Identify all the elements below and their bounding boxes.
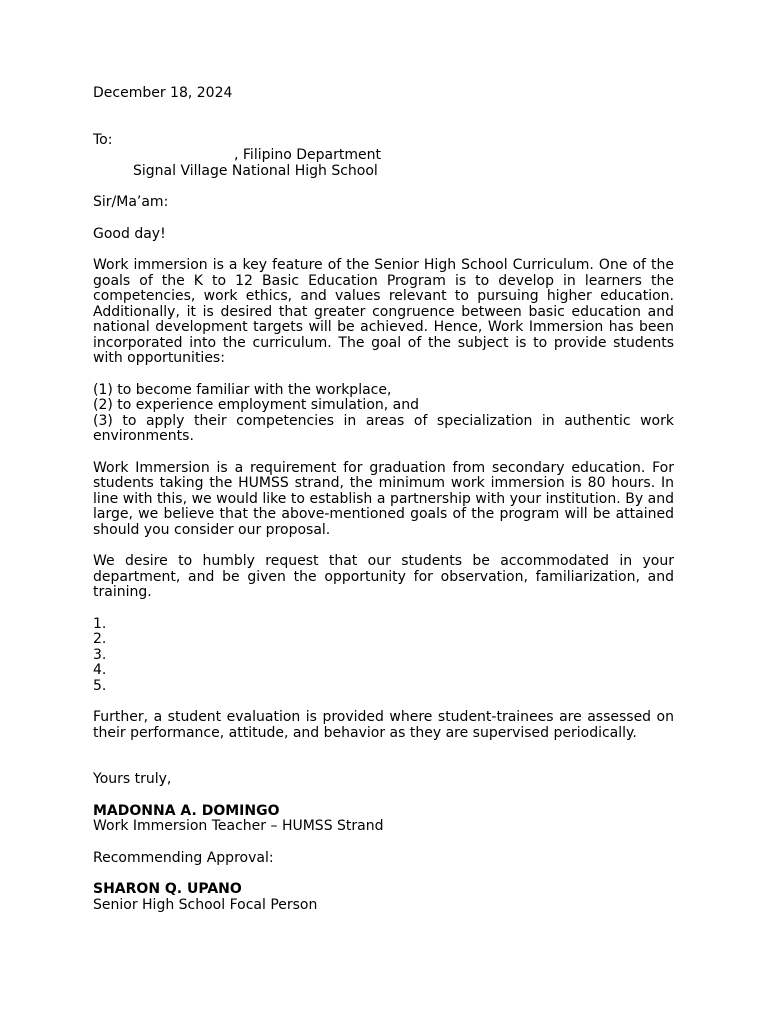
paragraph-evaluation: Further, a student evaluation is provided where student-trainees are assessed on their performance, attitude, and behavior as they are supervised periodically.: [93, 709, 674, 741]
student-list-item: 3.: [93, 646, 107, 663]
goal-item: (3) to apply their competencies in areas of specialization in authentic work environments.: [93, 412, 674, 444]
sender-name: MADONNA A. DOMINGO: [93, 802, 280, 819]
approver-name: SHARON Q. UPANO: [93, 881, 242, 897]
paragraph-work-immersion-intro: Work immersion is a key feature of the Senior High School Curriculum. One of the goals of the K to 12 Basic Education Program is to develop in learners the competencies, work ethics, and values relevant to pursuing higher education. Additionally, it is desired that greater congruence between basic education and national development targets will be achieved. Hence, Work Immersion has been incorporated into the curriculum. The goal of the subject is to provide students with opportunities:: [93, 257, 674, 366]
letter-date: December 18, 2024: [93, 85, 233, 101]
student-list-item: 4.: [93, 662, 107, 678]
recipient-school: Signal Village National High School: [133, 162, 378, 179]
approver-title: Senior High School Focal Person: [93, 896, 318, 913]
student-list-item: 2.: [93, 631, 107, 647]
to-label: To:: [93, 131, 113, 148]
salutation: Sir/Ma’am:: [93, 194, 169, 210]
letter-body: [93, 86, 674, 913]
closing: Yours truly,: [93, 771, 172, 787]
paragraph-requirement: Work Immersion is a requirement for graduation from secondary education. For students taking the HUMSS strand, the minimum work immersion is 80 hours. In line with this, we would like to establish a partnership with your institution. By and large, we believe that the above-mentioned goals of the program will be attained should you consider our proposal.: [93, 459, 674, 538]
recipient-department: , Filipino Department: [234, 147, 381, 163]
sender-title: Work Immersion Teacher – HUMSS Strand: [93, 818, 384, 834]
goals-list: [93, 383, 674, 445]
recommending-approval-label: Recommending Approval:: [93, 849, 274, 866]
student-list-item: 1.: [93, 615, 107, 632]
student-list: [93, 617, 674, 695]
goal-item: (2) to experience employment simulation, and: [93, 397, 419, 413]
student-list-item: 5.: [93, 677, 107, 694]
goal-item: (1) to become familiar with the workplace,: [93, 381, 392, 398]
greeting: Good day!: [93, 225, 166, 242]
paragraph-request: We desire to humbly request that our students be accommodated in your department, and be given the opportunity for observation, familiarization, and training.: [93, 553, 674, 600]
